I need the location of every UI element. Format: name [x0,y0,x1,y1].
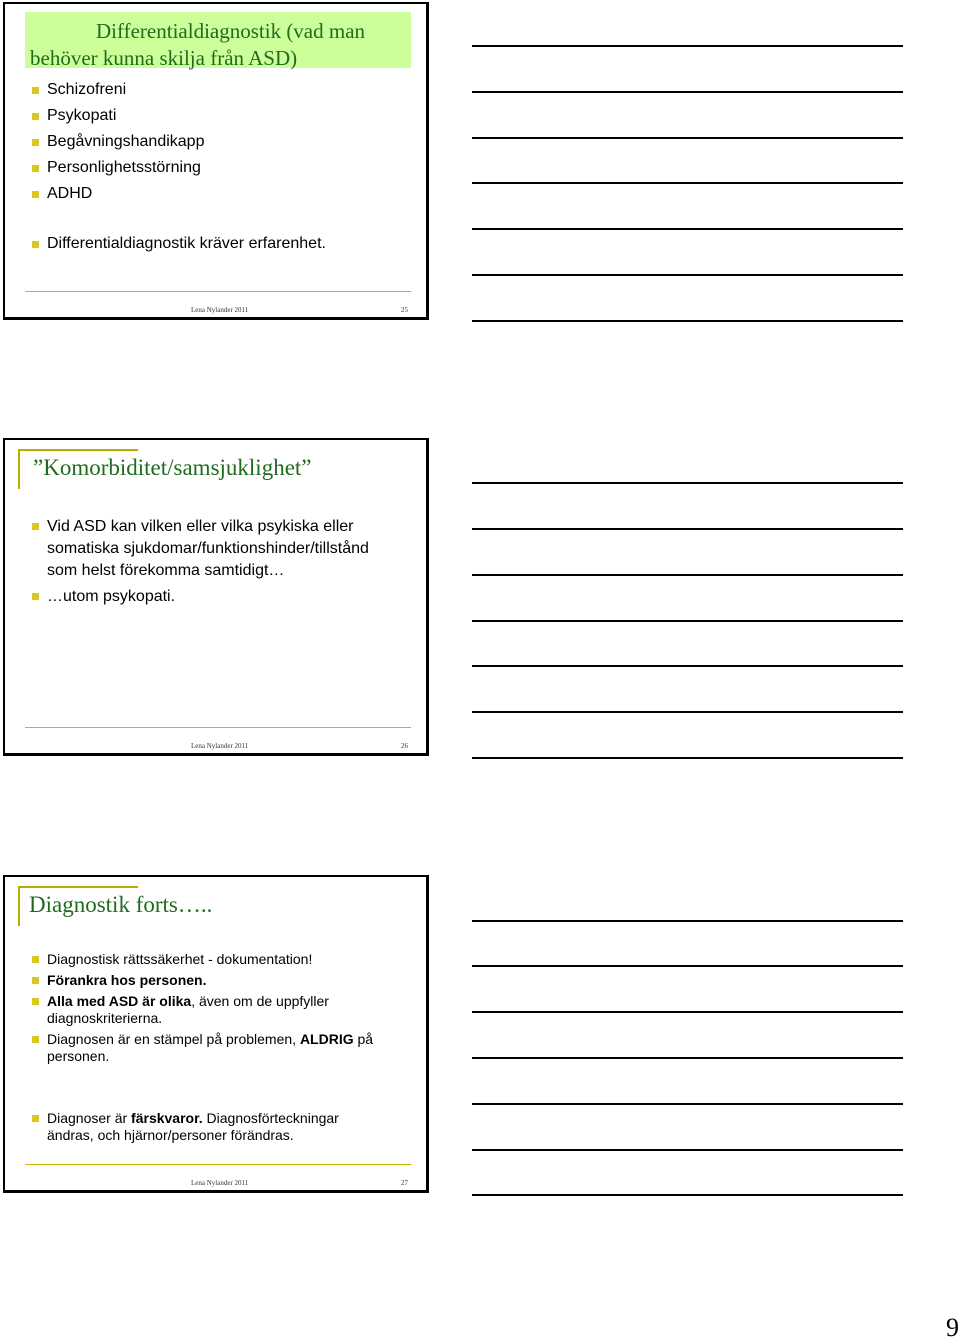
footer-author: Lena Nylander 2011 [191,306,249,314]
list-item: Alla med ASD är olika, även om de uppfyller diagnoskriterierna. [29,993,373,1027]
list-item: Psykopati [29,106,326,132]
slide-title: Differentialdiagnostik (vad man behöver kunna skilja från ASD) [30,19,366,70]
note-line [472,45,903,47]
title-accent-line [18,886,138,888]
note-line [472,137,903,139]
bullet-icon [32,998,39,1005]
note-line [472,1194,903,1196]
list-item: Diagnoser är färskvaror. Diagnosförteckningar ändras, och hjärnor/personer förändras. [29,1110,373,1144]
note-line [472,182,903,184]
note-line [472,482,903,484]
note-line [472,965,903,967]
note-line [472,1011,903,1013]
note-line [472,320,903,322]
list-item: …utom psykopati. [29,586,369,608]
note-line [472,1149,903,1151]
bullet-icon [32,87,39,94]
title-accent-line [18,449,138,451]
note-line [472,620,903,622]
footer-author: Lena Nylander 2011 [191,742,249,750]
bullet-icon [32,1115,39,1122]
page-number: 9 [946,1313,959,1342]
note-line [472,920,903,922]
note-line [472,757,903,759]
list-item: Personlighetsstörning [29,158,326,184]
bullet-icon [32,977,39,984]
note-line [472,274,903,276]
note-line [472,711,903,713]
footer-rule [25,291,411,292]
footer-slide-number: 25 [401,306,408,314]
note-line [472,91,903,93]
bullet-list [29,516,369,608]
bullet-icon [32,165,39,172]
note-line [472,1103,903,1105]
bullet-icon [32,241,39,248]
bullet-icon [32,113,39,120]
footer-rule [25,1164,411,1165]
note-line [472,665,903,667]
bullet-icon [32,523,39,530]
title-accent-line [18,449,20,489]
footer-slide-number: 27 [401,1179,408,1187]
bullet-icon [32,593,39,600]
footer-author: Lena Nylander 2011 [191,1179,249,1187]
title-accent-line [18,886,20,926]
bullet-icon [32,191,39,198]
slide-27 [3,875,429,1193]
note-line [472,1057,903,1059]
slide-title: ”Komorbiditet/samsjuklighet” [33,455,312,480]
list-item: Diagnosen är en stämpel på problemen, ALDRIG på personen. [29,1031,373,1065]
list-item: Vid ASD kan vilken eller vilka psykiska eller somatiska sjukdomar/funktionshinder/tillstånd som helst förekomma samtidigt… [29,516,369,582]
list-item: Diagnostisk rättssäkerhet - dokumentation! [29,951,373,968]
note-line [472,574,903,576]
list-item: Differentialdiagnostik kräver erfarenhet. [29,234,326,254]
list-item: Begåvningshandikapp [29,132,326,158]
slide-25 [3,2,429,320]
note-line [472,228,903,230]
list-item: ADHD [29,184,326,210]
slide-title-box [25,12,411,68]
bullet-icon [32,139,39,146]
bullet-list [29,951,373,1144]
footer-rule [25,727,411,728]
list-item: Schizofreni [29,80,326,106]
slide-title: Diagnostik forts….. [29,892,213,917]
bullet-list [29,80,326,254]
list-item: Förankra hos personen. [29,972,373,989]
bullet-icon [32,1036,39,1043]
slide-26 [3,438,429,756]
bullet-icon [32,956,39,963]
note-line [472,528,903,530]
footer-slide-number: 26 [401,742,408,750]
